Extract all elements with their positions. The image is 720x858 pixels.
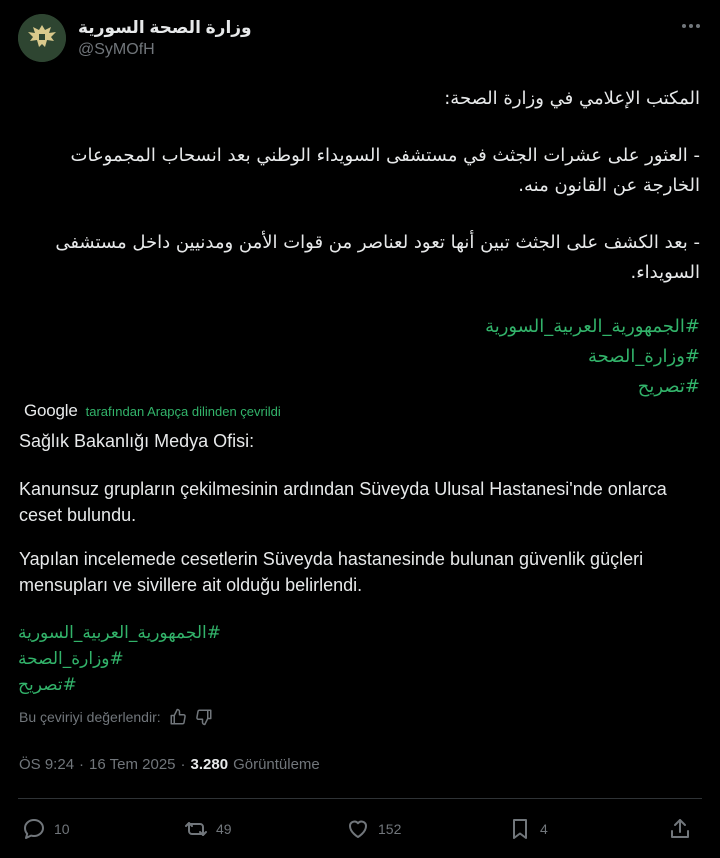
translation-attribution: [24, 400, 281, 422]
hashtag-link[interactable]: #وزارة_الصحة: [588, 346, 700, 367]
reply-icon: [22, 817, 46, 841]
translated-paragraph-3: Yapılan incelemede cesetlerin Süveyda hastanesinde bulunan güvenlik güçleri mensupları ve sivillere ait olduğu belirlendi.: [19, 549, 644, 595]
hashtag-link[interactable]: #تصريح: [637, 376, 700, 397]
share-button[interactable]: [668, 812, 692, 846]
meta-separator: ·: [180, 756, 186, 773]
translated-hashtags: [18, 620, 318, 698]
divider: [18, 798, 702, 799]
bookmark-count: 4: [540, 821, 548, 837]
original-paragraph-1: المكتب الإعلامي في وزارة الصحة:: [444, 88, 700, 109]
avatar[interactable]: [18, 14, 66, 62]
like-button[interactable]: [346, 812, 401, 846]
original-paragraph-2: - العثور على عشرات الجثث في مستشفى السويداء الوطني بعد انسحاب المجموعات الخارجة عن القانون منه.: [70, 145, 700, 196]
original-hashtags: [18, 312, 700, 402]
rate-translation-label: Bu çeviriyi değerlendir:: [19, 709, 161, 725]
display-name[interactable]: وزارة الصحة السورية: [78, 18, 252, 37]
tweet-header: [18, 14, 702, 66]
author-names: [78, 17, 252, 61]
original-paragraph-3: - بعد الكشف على الجثث تبين أنها تعود لعناصر من قوات الأمن ومدنيين داخل مستشفى السويداء.: [55, 232, 700, 283]
google-logo: Google: [24, 401, 78, 420]
translated-paragraph-1: Sağlık Bakanlığı Medya Ofisi:: [19, 431, 255, 451]
like-count: 152: [378, 821, 402, 837]
reply-button[interactable]: [22, 812, 70, 846]
reply-count: 10: [54, 821, 70, 837]
hashtag-link[interactable]: #الجمهورية_العربية_السورية: [485, 316, 700, 337]
tweet-meta: [19, 756, 320, 773]
hashtag-link[interactable]: #الجمهورية_العربية_السورية: [18, 623, 221, 643]
share-icon: [668, 817, 692, 841]
eagle-emblem-icon: [18, 14, 66, 62]
translation-note[interactable]: tarafından Arapça dilinden çevrildi: [85, 403, 281, 419]
view-count-label: Görüntüleme: [233, 756, 320, 773]
tweet-actions: [18, 812, 702, 846]
repost-icon: [184, 817, 208, 841]
repost-count: 49: [216, 821, 232, 837]
meta-separator: ·: [79, 756, 85, 773]
rate-translation: [19, 708, 213, 726]
tweet-date[interactable]: 16 Tem 2025: [89, 756, 176, 773]
thumbs-up-icon[interactable]: [169, 708, 187, 726]
hashtag-link[interactable]: #وزارة_الصحة: [18, 649, 124, 669]
bookmark-icon: [508, 817, 532, 841]
translated-paragraph-2: Kanunsuz grupların çekilmesinin ardından Süveyda Ulusal Hastanesi'nde onlarca ceset bulundu.: [19, 479, 667, 525]
hashtag-link[interactable]: #تصريح: [18, 675, 77, 695]
thumbs-down-icon[interactable]: [195, 708, 213, 726]
view-count: 3.280: [190, 756, 229, 773]
repost-button[interactable]: [184, 812, 232, 846]
heart-icon: [346, 817, 370, 841]
tweet-time[interactable]: ÖS 9:24: [19, 756, 75, 773]
bookmark-button[interactable]: [508, 812, 548, 846]
user-handle[interactable]: @SyMOfH: [78, 41, 155, 58]
more-options-icon[interactable]: [680, 18, 702, 34]
